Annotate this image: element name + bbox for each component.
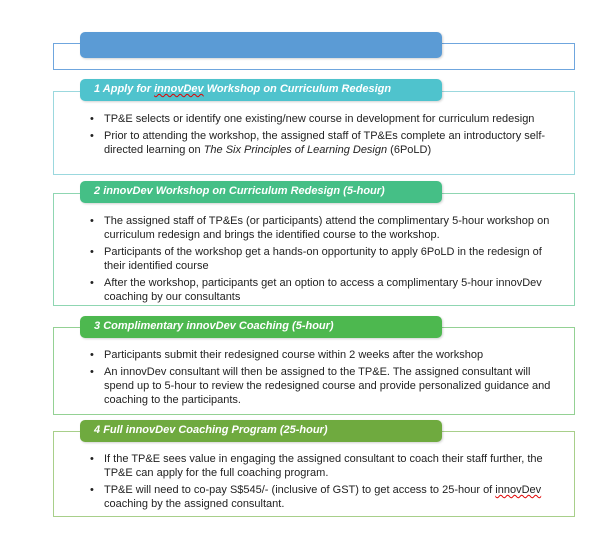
step-3-header: 3 Complimentary innovDev Coaching (5-hour) [80,316,442,338]
list-item: • An innovDev consultant will then be assigned to the TP&E. The assigned consultant will spend up to 5-hour to review the redesigned course and provide personalized guidance and coaching to the participants. [90,366,551,406]
step-4-brand: innovDev [495,484,542,496]
step-1-header: 1 Apply for innovDev Workshop on Curriculum Redesign [80,79,442,101]
bullet-dot-icon: • [90,246,94,258]
step-2-bullets [89,214,559,307]
step-4-header: 4 Full innovDev Coaching Program (25-hour) [80,420,442,442]
step-4-bullets [89,452,559,514]
list-item: • TP&E will need to co-pay S$545/- (inclusive of GST) to get access to 25-hour of innovDev coaching by the assigned consultant. [90,484,542,510]
list-item: • Participants of the workshop get a hands-on opportunity to apply 6PoLD in the redesign of their identified course [90,246,542,272]
list-item: • If the TP&E sees value in engaging the assigned consultant to coach their staff further, the TP&E can apply for the full coaching program. [90,453,543,479]
list-item: • Prior to attending the workshop, the assigned staff of TP&Es complete an introductory self-directed learning on The Six Principles of Learning Design (6PoLD) [90,130,546,156]
bullet-dot-icon: • [90,277,94,289]
list-item: • After the workshop, participants get an option to access a complimentary 5-hour innovDev coaching by our consultants [90,277,542,303]
bullet-dot-icon: • [90,349,94,361]
bullet-dot-icon: • [90,366,94,378]
list-item: • Participants submit their redesigned course within 2 weeks after the workshop [90,349,484,361]
step-1-bullets [89,112,559,160]
step-2-header: 2 innovDev Workshop on Curriculum Redesign (5-hour) [80,181,442,203]
list-item: • The assigned staff of TP&Es (or participants) attend the complimentary 5-hour workshop on curriculum redesign and brings the identified course to the workshop. [90,215,550,241]
bullet-dot-icon: • [90,453,94,465]
step-3-bullets [89,348,559,410]
title-bar [80,32,442,58]
bullet-dot-icon: • [90,484,94,496]
bullet-dot-icon: • [90,130,94,142]
bullet-dot-icon: • [90,215,94,227]
bullet-dot-icon: • [90,113,94,125]
step-1-header-brand: innovDev [154,83,204,95]
list-item: • TP&E selects or identify one existing/new course in development for curriculum redesign [90,113,535,125]
